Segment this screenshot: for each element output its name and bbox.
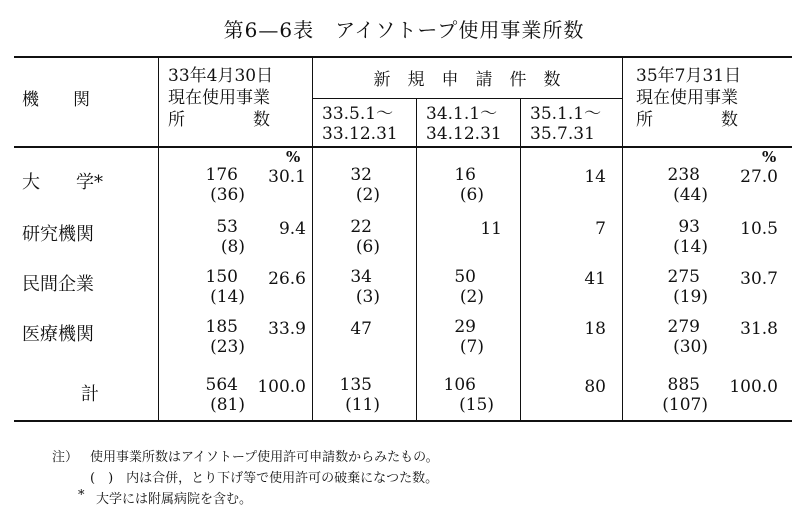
- cell-period2-cancelled: (2): [459, 287, 484, 307]
- table-bottom-rule: [14, 420, 792, 422]
- header-col1-line1: 33年4月30日: [168, 66, 274, 86]
- cell-count-1958: 150: [205, 267, 238, 287]
- cell-period3: 80: [584, 377, 606, 397]
- cell-cancelled-1958: (81): [210, 395, 245, 415]
- cell-cancelled-1960: (107): [662, 395, 708, 415]
- row-label: 民間企業: [22, 274, 94, 295]
- cell-period1-cancelled: (2): [355, 185, 380, 205]
- cell-period1: 32: [350, 165, 372, 185]
- cell-count-1958: 176: [205, 165, 238, 185]
- note-2: ( ) 内は合併，とり下げ等で使用許可の破棄になつた数。: [90, 471, 439, 486]
- cell-cancelled-1958: (8): [220, 237, 245, 257]
- cell-period3: 7: [595, 219, 606, 239]
- cell-pct-1960: 27.0: [740, 167, 778, 187]
- cell-period1: 22: [350, 217, 372, 237]
- header-col1-line3: 所 数: [168, 110, 270, 130]
- cell-count-1958: 564: [205, 375, 238, 395]
- column-divider: [622, 56, 623, 420]
- header-new-applications: 新 規 申 請 件 数: [373, 70, 561, 90]
- column-divider: [416, 98, 417, 420]
- percent-mark: %: [286, 148, 301, 166]
- cell-period3: 14: [584, 167, 606, 187]
- cell-period3: 18: [584, 319, 606, 339]
- column-divider: [158, 56, 159, 420]
- header-period3-start: 35.1.1～: [530, 104, 602, 124]
- cell-pct-1960: 100.0: [729, 377, 778, 397]
- cell-period2: 11: [480, 219, 502, 239]
- header-bottom-rule: [14, 146, 792, 148]
- header-period1-end: 33.12.31: [322, 124, 398, 144]
- cell-pct-1960: 10.5: [740, 219, 778, 239]
- cell-count-1958: 185: [205, 317, 238, 337]
- table-title: 第6—6表 アイソトープ使用事業所数: [223, 18, 585, 42]
- note-marker: 注）: [52, 450, 79, 465]
- cell-period2: 106: [443, 375, 476, 395]
- row-label: 研究機関: [22, 224, 94, 245]
- row-label: 大 学*: [22, 172, 103, 193]
- cell-pct-1960: 31.8: [740, 319, 778, 339]
- header-period3-end: 35.7.31: [530, 124, 595, 144]
- cell-cancelled-1960: (30): [673, 337, 708, 357]
- table-top-rule: [14, 56, 792, 58]
- note-1: 使用事業所数はアイソトープ使用許可申請数からみたもの。: [90, 450, 439, 465]
- cell-count-1960: 275: [667, 267, 700, 287]
- header-col5-line3: 所 数: [636, 110, 738, 130]
- cell-period1: 34: [350, 267, 372, 287]
- cell-cancelled-1960: (19): [673, 287, 708, 307]
- cell-period1: 47: [350, 319, 372, 339]
- cell-cancelled-1958: (23): [210, 337, 245, 357]
- cell-cancelled-1960: (44): [673, 185, 708, 205]
- cell-period2: 16: [454, 165, 476, 185]
- cell-cancelled-1958: (36): [210, 185, 245, 205]
- cell-cancelled-1960: (14): [673, 237, 708, 257]
- cell-pct-1958: 9.4: [278, 219, 306, 239]
- header-period1-start: 33.5.1～: [322, 104, 394, 124]
- cell-pct-1958: 100.0: [257, 377, 306, 397]
- cell-pct-1960: 30.7: [740, 269, 778, 289]
- cell-count-1958: 53: [216, 217, 238, 237]
- cell-period2: 50: [454, 267, 476, 287]
- cell-count-1960: 238: [667, 165, 700, 185]
- cell-period2-cancelled: (6): [459, 185, 484, 205]
- header-col1-line2: 現在使用事業: [168, 88, 270, 108]
- note-3: 大学には附属病院を含む。: [96, 492, 253, 507]
- percent-mark: %: [762, 148, 777, 166]
- cell-count-1960: 279: [667, 317, 700, 337]
- subheader-rule: [312, 98, 622, 99]
- header-org: 機 関: [22, 90, 90, 110]
- column-divider: [312, 56, 313, 420]
- cell-period1-cancelled: (6): [355, 237, 380, 257]
- cell-period1: 135: [339, 375, 372, 395]
- cell-count-1960: 93: [678, 217, 700, 237]
- cell-cancelled-1958: (14): [210, 287, 245, 307]
- cell-pct-1958: 30.1: [268, 167, 306, 187]
- cell-count-1960: 885: [667, 375, 700, 395]
- header-period2-start: 34.1.1～: [426, 104, 498, 124]
- header-period2-end: 34.12.31: [426, 124, 502, 144]
- cell-period2: 29: [454, 317, 476, 337]
- header-col5-line2: 現在使用事業: [636, 88, 738, 108]
- cell-pct-1958: 26.6: [268, 269, 306, 289]
- cell-pct-1958: 33.9: [268, 319, 306, 339]
- header-col5-line1: 35年7月31日: [636, 66, 742, 86]
- cell-period2-cancelled: (15): [459, 395, 494, 415]
- note-asterisk: *: [78, 488, 85, 503]
- cell-period1-cancelled: (3): [355, 287, 380, 307]
- cell-period2-cancelled: (7): [459, 337, 484, 357]
- row-label-total: 計: [81, 384, 99, 405]
- column-divider: [520, 98, 521, 420]
- cell-period3: 41: [584, 269, 606, 289]
- cell-period1-cancelled: (11): [345, 395, 380, 415]
- row-label: 医療機関: [22, 324, 94, 345]
